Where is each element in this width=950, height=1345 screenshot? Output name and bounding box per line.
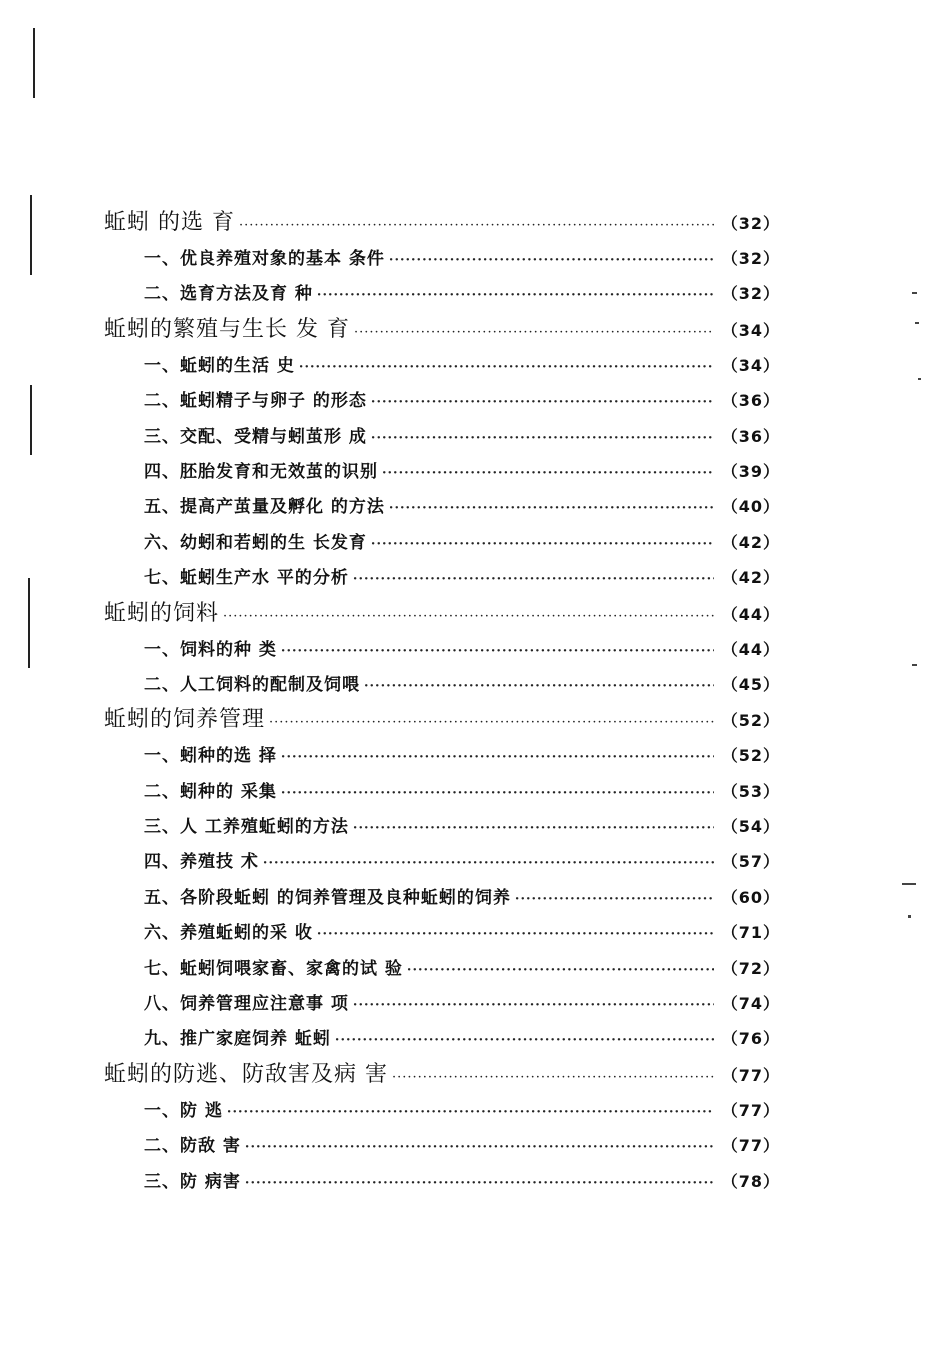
- dot-leader: [371, 421, 714, 454]
- entry-title: 七、蚯蚓饲喂家畜、家禽的试 验: [144, 958, 403, 979]
- toc-chapter-entry: [100, 205, 780, 241]
- toc-section-entry: [100, 915, 780, 950]
- dot-leader: [223, 599, 714, 632]
- dot-leader: [371, 385, 714, 418]
- toc-section-entry: [100, 348, 780, 383]
- entry-title: 一、蚓种的选 择: [144, 746, 277, 767]
- entry-title: 七、蚯蚓生产水 平的分析: [144, 568, 349, 589]
- entry-title: 蚯蚓 的选 育: [104, 210, 235, 235]
- entry-title: 六、养殖蚯蚓的采 收: [144, 923, 313, 944]
- dot-leader: [392, 1060, 714, 1093]
- entry-page-number: （78）: [721, 1171, 780, 1191]
- entry-page-number: （32）: [721, 214, 780, 233]
- entry-page-number: （77）: [721, 1136, 780, 1156]
- entry-page-number: （74）: [721, 994, 780, 1014]
- toc-section-entry: [100, 454, 780, 489]
- dot-leader: [281, 740, 714, 773]
- dot-leader: [245, 1130, 714, 1163]
- toc-section-entry: [100, 276, 780, 311]
- entry-page-number: （77）: [721, 1100, 780, 1120]
- entry-title: 五、提高产茧量及孵化 的方法: [144, 497, 385, 518]
- entry-title: 九、推广家庭饲养 蚯蚓: [144, 1029, 331, 1050]
- entry-page-number: （57）: [721, 852, 780, 872]
- scan-speck: [908, 915, 911, 918]
- dot-leader: [227, 1095, 714, 1128]
- dot-leader: [364, 669, 714, 702]
- toc-section-entry: [100, 809, 780, 844]
- dot-leader: [353, 988, 714, 1021]
- entry-page-number: （32）: [721, 249, 780, 268]
- scan-edge-mark: [28, 578, 30, 668]
- dot-leader: [317, 278, 714, 311]
- entry-page-number: （42）: [721, 568, 780, 588]
- entry-title: 三、防 病害: [144, 1171, 241, 1192]
- toc-section-entry: [100, 1021, 780, 1056]
- entry-title: 蚯蚓的防逃、防敌害及病 害: [104, 1061, 388, 1087]
- toc-section-entry: [100, 241, 780, 276]
- toc-chapter-entry: [100, 312, 780, 348]
- entry-page-number: （52）: [721, 746, 780, 766]
- entry-title: 五、各阶段蚯蚓 的饲养管理及良种蚯蚓的饲养: [144, 887, 511, 908]
- entry-page-number: （54）: [721, 817, 780, 837]
- dot-leader: [335, 1023, 714, 1056]
- toc-section-entry: [100, 419, 780, 454]
- toc-chapter-entry: [100, 596, 780, 632]
- toc-section-entry: [100, 738, 780, 773]
- entry-title: 二、选育方法及育 种: [144, 284, 313, 305]
- dot-leader: [371, 527, 714, 560]
- entry-page-number: （72）: [721, 958, 780, 978]
- toc-section-entry: [100, 774, 780, 809]
- dot-leader: [354, 315, 714, 348]
- dot-leader: [389, 491, 714, 524]
- dot-leader: [353, 562, 714, 595]
- entry-page-number: （42）: [721, 532, 780, 552]
- dot-leader: [317, 917, 714, 950]
- entry-page-number: （36）: [721, 426, 780, 446]
- dot-leader: [299, 350, 714, 383]
- dot-leader: [281, 634, 714, 667]
- entry-title: 三、人 工养殖蚯蚓的方法: [144, 817, 349, 838]
- entry-title: 二、蚯蚓精子与卵子 的形态: [144, 391, 367, 412]
- entry-title: 四、养殖技 术: [144, 852, 259, 873]
- toc-chapter-entry: [100, 702, 780, 738]
- entry-title: 二、人工饲料的配制及饲喂: [144, 674, 360, 695]
- toc-section-entry: [100, 1128, 780, 1163]
- entry-title: 三、交配、受精与蚓茧形 成: [144, 426, 367, 447]
- entry-page-number: （39）: [721, 461, 780, 481]
- entry-page-number: （34）: [721, 320, 780, 340]
- entry-page-number: （34）: [721, 355, 780, 375]
- toc-section-entry: [100, 489, 780, 524]
- toc-section-entry: [100, 1093, 780, 1128]
- entry-title: 一、蚯蚓的生活 史: [144, 355, 295, 376]
- scan-speck: [915, 322, 919, 324]
- scan-edge-mark: [33, 28, 35, 98]
- scan-speck: [912, 664, 917, 666]
- entry-title: 二、蚓种的 采集: [144, 781, 277, 802]
- dot-leader: [245, 1166, 714, 1199]
- entry-title: 蚯蚓的饲料: [104, 600, 220, 626]
- entry-title: 蚯蚓的繁殖与生长 发 育: [104, 316, 350, 342]
- toc-section-entry: [100, 1164, 780, 1199]
- scan-edge-mark: [30, 195, 32, 275]
- dot-leader: [353, 811, 714, 844]
- entry-title: 蚯蚓的饲养管理: [104, 707, 266, 733]
- entry-page-number: （40）: [721, 497, 780, 517]
- scan-speck: [912, 292, 917, 294]
- entry-page-number: （52）: [721, 711, 780, 731]
- dot-leader: [269, 705, 714, 738]
- scan-speck: [902, 883, 916, 885]
- toc-section-entry: [100, 667, 780, 702]
- entry-page-number: （71）: [721, 923, 780, 943]
- dot-leader: [407, 953, 714, 986]
- entry-page-number: （36）: [721, 391, 780, 411]
- toc-section-entry: [100, 632, 780, 667]
- entry-title: 一、饲料的种 类: [144, 639, 277, 660]
- toc-section-entry: [100, 525, 780, 560]
- table-of-contents: [100, 205, 780, 1199]
- dot-leader: [281, 776, 714, 809]
- toc-section-entry: [100, 844, 780, 879]
- dot-leader: [382, 456, 714, 489]
- dot-leader: [263, 846, 714, 879]
- entry-title: 二、防敌 害: [144, 1136, 241, 1157]
- entry-title: 一、防 逃: [144, 1100, 223, 1121]
- dot-leader: [389, 243, 714, 276]
- toc-section-entry: [100, 880, 780, 915]
- toc-section-entry: [100, 986, 780, 1021]
- dot-leader: [515, 882, 714, 915]
- entry-page-number: （32）: [721, 284, 780, 304]
- entry-page-number: （76）: [721, 1029, 780, 1049]
- scan-edge-mark: [30, 385, 32, 455]
- entry-title: 一、优良养殖对象的基本 条件: [144, 249, 385, 269]
- entry-page-number: （45）: [721, 674, 780, 694]
- dot-leader: [239, 208, 714, 241]
- toc-section-entry: [100, 383, 780, 418]
- scan-speck: [918, 378, 921, 380]
- entry-page-number: （44）: [721, 604, 780, 624]
- entry-page-number: （60）: [721, 887, 780, 907]
- entry-title: 八、饲养管理应注意事 项: [144, 994, 349, 1015]
- entry-title: 六、幼蚓和若蚓的生 长发育: [144, 532, 367, 553]
- entry-title: 四、胚胎发育和无效茧的识别: [144, 461, 378, 482]
- toc-section-entry: [100, 951, 780, 986]
- entry-page-number: （53）: [721, 781, 780, 801]
- entry-page-number: （44）: [721, 639, 780, 659]
- entry-page-number: （77）: [721, 1065, 780, 1085]
- toc-section-entry: [100, 560, 780, 595]
- toc-chapter-entry: [100, 1057, 780, 1093]
